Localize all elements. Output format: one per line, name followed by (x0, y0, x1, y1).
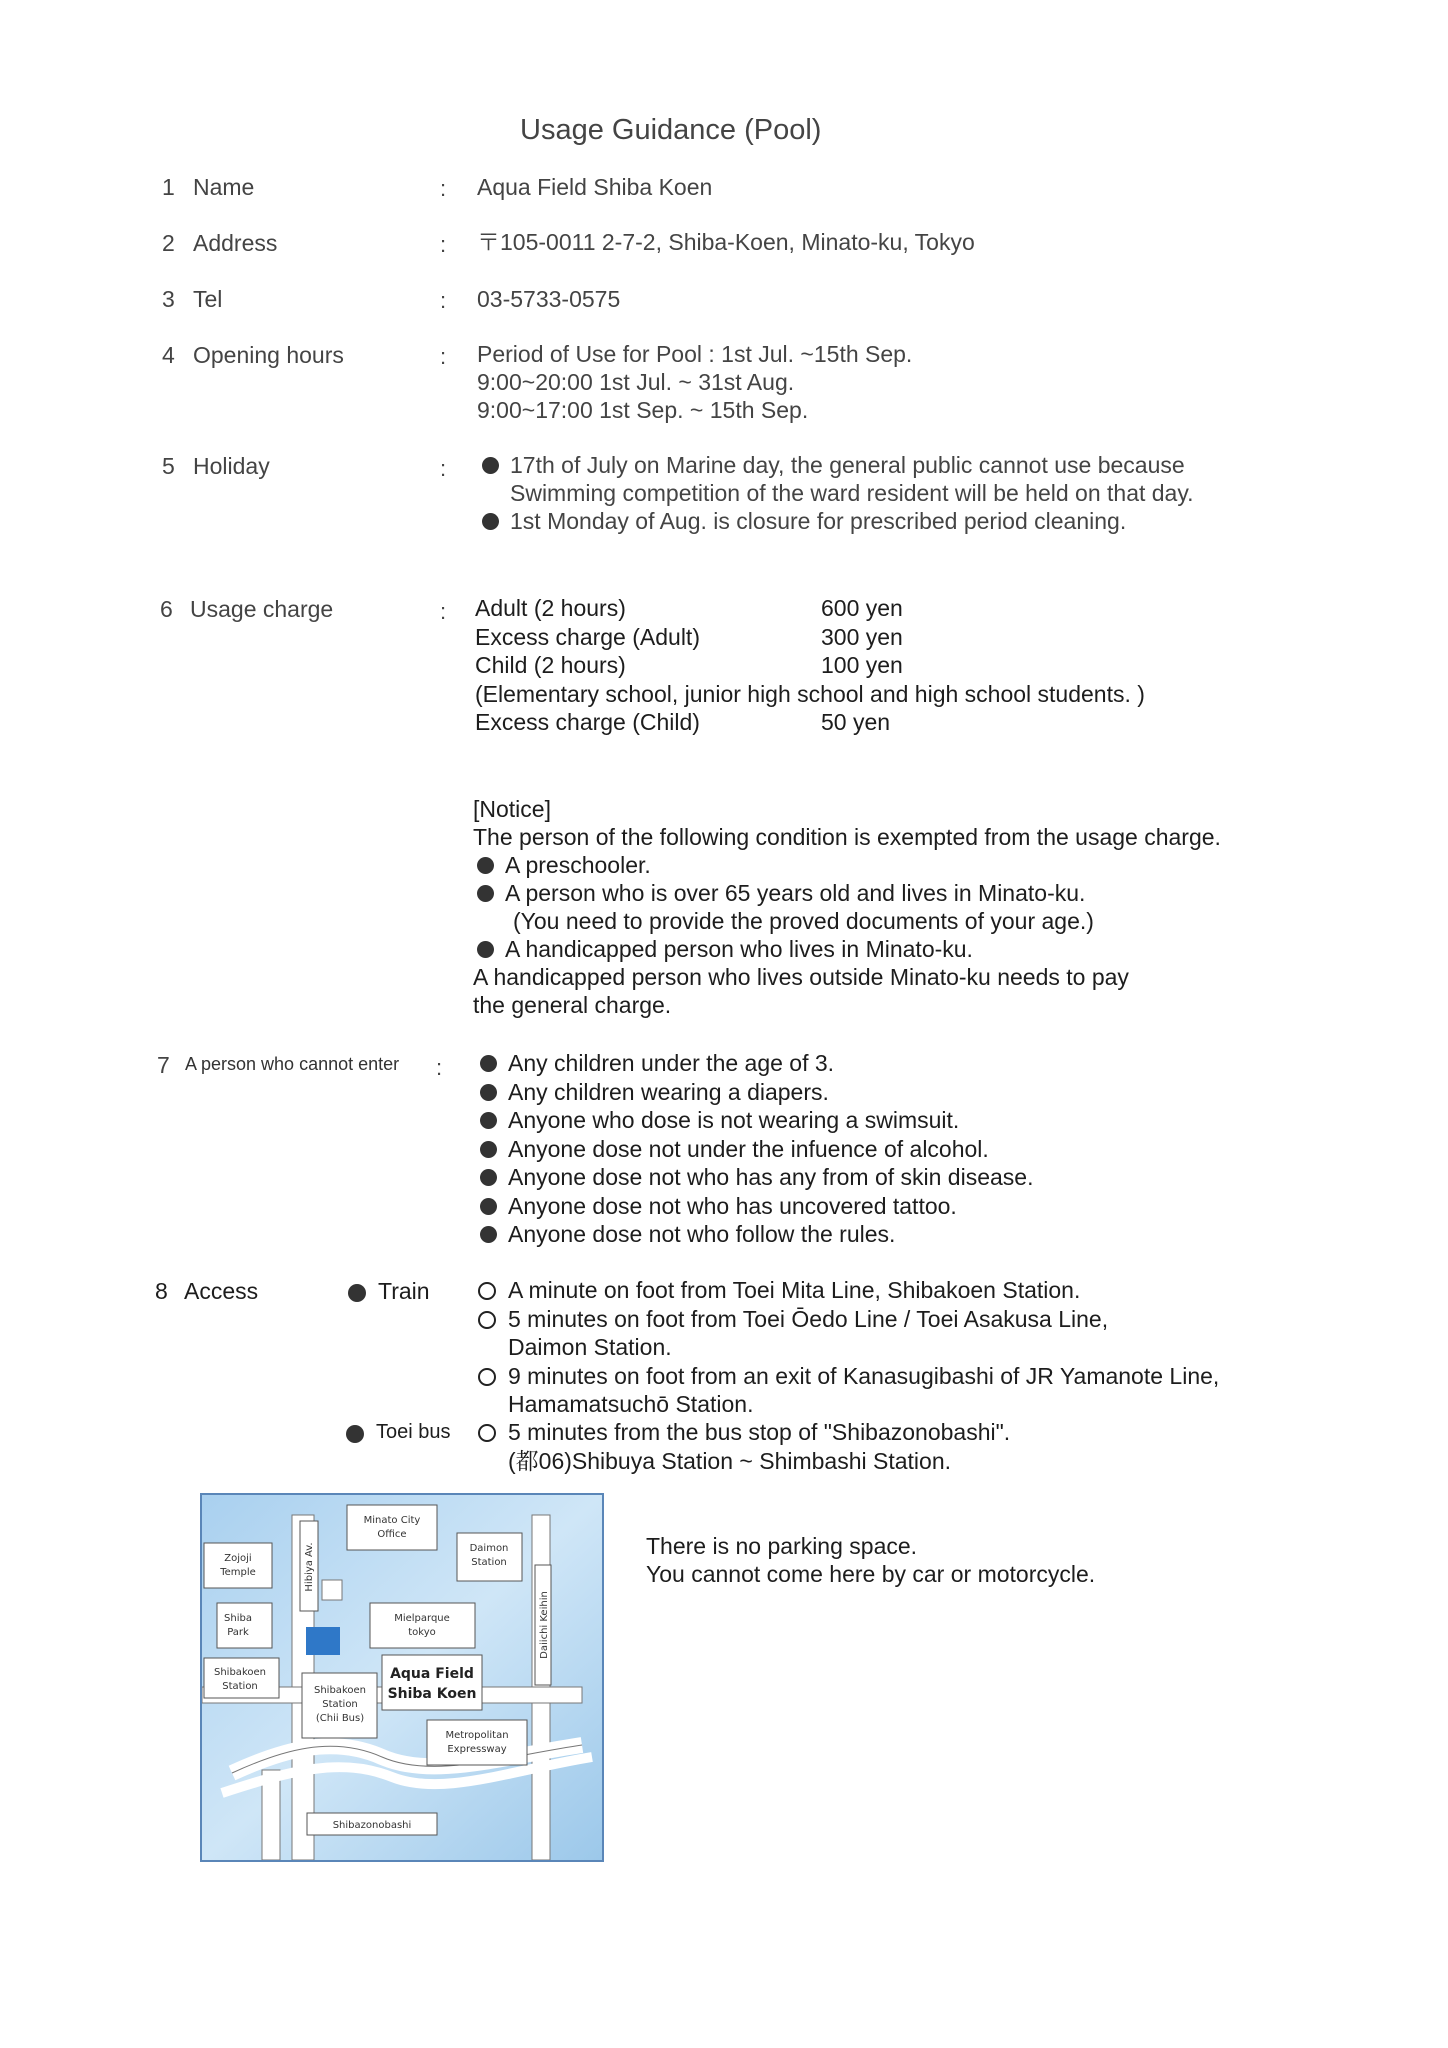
list-item: A handicapped person who lives in Minato-ku. (473, 935, 1221, 963)
bus-list (476, 1418, 1010, 1475)
address-value: 〒105-0011 2-7-2, Shiba-Koen, Minato-ku, Tokyo (477, 229, 975, 255)
circle-icon (478, 1282, 496, 1300)
circle-icon (478, 1368, 496, 1386)
notice-intro: The person of the following condition is exempted from the usage charge. (473, 824, 1221, 850)
list-item: 9 minutes on foot from an exit of Kanasugibashi of JR Yamanote Line, (476, 1362, 1219, 1391)
bullet-icon (477, 885, 494, 902)
train-heading: Train (378, 1278, 430, 1305)
map-label: Shiba (224, 1613, 252, 1624)
item-number: 4 (162, 342, 175, 368)
list-item: 1st Monday of Aug. is closure for prescribed period cleaning. (478, 507, 1194, 535)
map-label: Shiba Koen (387, 1686, 477, 1702)
hours-line: 9:00~20:00 1st Jul. ~ 31st Aug. (477, 369, 795, 395)
map-drawing (202, 1495, 602, 1860)
zojoji-box (204, 1543, 272, 1588)
price: 100 yen (821, 652, 903, 678)
map-label: Metropolitan (445, 1730, 509, 1741)
list-item: Any children under the age of 3. (476, 1049, 1033, 1078)
colon: : (440, 176, 447, 201)
circle-icon (478, 1424, 496, 1442)
map-label: Temple (220, 1567, 256, 1578)
parking-line: You cannot come here by car or motorcycle. (646, 1561, 1096, 1587)
map-label: Daiichi Keihin (539, 1591, 550, 1659)
list-item: Anyone who dose is not wearing a swimsuit. (476, 1106, 1033, 1135)
access-label: Access (184, 1278, 259, 1304)
map-label: Station (471, 1557, 507, 1568)
map-label: Shibazonobashi (332, 1820, 412, 1831)
noenter-list (476, 1049, 1033, 1249)
map-label: Mielparque (394, 1613, 450, 1624)
notice (473, 795, 1221, 1019)
map-label: Expressway (447, 1744, 507, 1755)
page-title: Usage Guidance (Pool) (520, 114, 822, 146)
notice-end: A handicapped person who lives outside Minato-ku needs to pay (473, 964, 1129, 990)
colon: : (440, 288, 447, 313)
list-item: A minute on foot from Toei Mita Line, Shibakoen Station. (476, 1276, 1219, 1305)
address-label: Address (193, 230, 278, 256)
minato-office-box (347, 1505, 437, 1550)
list-item-continued: (都06)Shibuya Station ~ Shimbashi Station. (508, 1447, 951, 1474)
list-item: 5 minutes on foot from Toei Ōedo Line / Toei Asakusa Line, (476, 1305, 1219, 1334)
map-label: tokyo (408, 1627, 436, 1638)
bullet-icon (480, 1226, 497, 1243)
list-item: Anyone dose not who follow the rules. (476, 1220, 1033, 1249)
parking-note (646, 1532, 1095, 1588)
item-number: 1 (162, 174, 175, 200)
bullet-icon (480, 1055, 497, 1072)
charge-table (475, 594, 1275, 737)
circle-icon (478, 1311, 496, 1329)
item-number: 5 (162, 453, 175, 479)
list-item-continued: Hamamatsuchō Station. (508, 1391, 754, 1417)
tel-label: Tel (193, 286, 223, 312)
holiday-value (478, 451, 1194, 535)
bullet-icon (480, 1141, 497, 1158)
colon: : (440, 344, 447, 369)
holiday-label: Holiday (193, 453, 270, 479)
map-label: Zojoji (224, 1553, 252, 1564)
hours-line: Period of Use for Pool : 1st Jul. ~15th Sep. (477, 341, 913, 367)
map-label: Shibakoen (314, 1685, 366, 1696)
item-number: 3 (162, 286, 175, 312)
bullet-icon (482, 513, 499, 530)
expressway-box (427, 1720, 527, 1765)
bullet-icon (348, 1284, 366, 1302)
bus-heading: Toei bus (376, 1421, 451, 1444)
item-number: 6 (160, 596, 173, 622)
hours-value (477, 340, 912, 424)
price: 300 yen (821, 623, 903, 650)
map-label: Hibiya Av. (304, 1542, 315, 1592)
list-item: Anyone dose not under the infuence of alcohol. (476, 1135, 1033, 1164)
bullet-icon (477, 857, 494, 874)
charge-label: Usage charge (190, 596, 334, 622)
colon: : (440, 456, 447, 481)
list-item-continued: Daimon Station. (508, 1334, 672, 1360)
item-number: 2 (162, 230, 175, 256)
access-map (200, 1493, 604, 1862)
map-label: Minato City (363, 1515, 421, 1526)
bullet-icon (480, 1198, 497, 1215)
table-row: Adult (2 hours) 600 yen (475, 595, 903, 621)
list-item: 5 minutes from the bus stop of "Shibazonobashi". (476, 1418, 1010, 1447)
price: 600 yen (821, 595, 903, 621)
noenter-label: A person who cannot enter (185, 1054, 400, 1074)
notice-end: the general charge. (473, 992, 672, 1018)
bullet-icon (480, 1169, 497, 1186)
bullet-icon (482, 457, 499, 474)
table-row: Excess charge (Child) 50 yen (475, 709, 891, 735)
bullet-icon (346, 1425, 364, 1443)
map-label: Station (222, 1681, 258, 1692)
hours-line: 9:00~17:00 1st Sep. ~ 15th Sep. (477, 397, 809, 423)
map-label: Park (227, 1627, 249, 1638)
map-label: Station (322, 1699, 358, 1710)
list-item: Any children wearing a diapers. (476, 1078, 1033, 1107)
map-label: Shibakoen (214, 1667, 266, 1678)
bullet-icon (477, 941, 494, 958)
tel-value: 03-5733-0575 (477, 286, 621, 312)
list-item: 17th of July on Marine day, the general public cannot use because (478, 451, 1194, 479)
map-label: Office (377, 1529, 407, 1540)
hours-label: Opening hours (193, 342, 344, 368)
colon: : (436, 1055, 443, 1080)
notice-title: [Notice] (473, 796, 551, 822)
price: 50 yen (821, 709, 891, 735)
table-row: Child (2 hours) 100 yen (475, 652, 903, 678)
item-number: 7 (157, 1052, 170, 1078)
shiba-park-box (217, 1603, 272, 1648)
pool-location-marker (306, 1627, 340, 1655)
list-item-continued: Swimming competition of the ward resident will be held on that day. (510, 480, 1194, 506)
list-item: A person who is over 65 years old and lives in Minato-ku. (473, 879, 1221, 907)
train-list (476, 1276, 1219, 1419)
list-item-continued: (You need to provide the proved documents of your age.) (513, 908, 1094, 934)
table-row: Excess charge (Adult) 300 yen (475, 623, 903, 650)
name-label: Name (193, 174, 255, 200)
colon: : (440, 232, 447, 257)
parking-line: There is no parking space. (646, 1533, 918, 1559)
name-value: Aqua Field Shiba Koen (477, 174, 713, 200)
map-label: Aqua Field (390, 1666, 474, 1682)
colon: : (440, 599, 447, 624)
mielparque-box (370, 1603, 475, 1648)
map-label: Daimon (469, 1543, 509, 1554)
bullet-icon (480, 1084, 497, 1101)
shibakoen-station-box (204, 1658, 279, 1698)
bullet-icon (480, 1112, 497, 1129)
list-item: Anyone dose not who has uncovered tattoo. (476, 1192, 1033, 1221)
list-item: A preschooler. (473, 851, 1221, 879)
map-label: (Chii Bus) (315, 1713, 365, 1724)
child-note: (Elementary school, junior high school and high school students. ) (475, 680, 1145, 707)
list-item: Anyone dose not who has any from of skin disease. (476, 1163, 1033, 1192)
item-number: 8 (155, 1278, 168, 1304)
